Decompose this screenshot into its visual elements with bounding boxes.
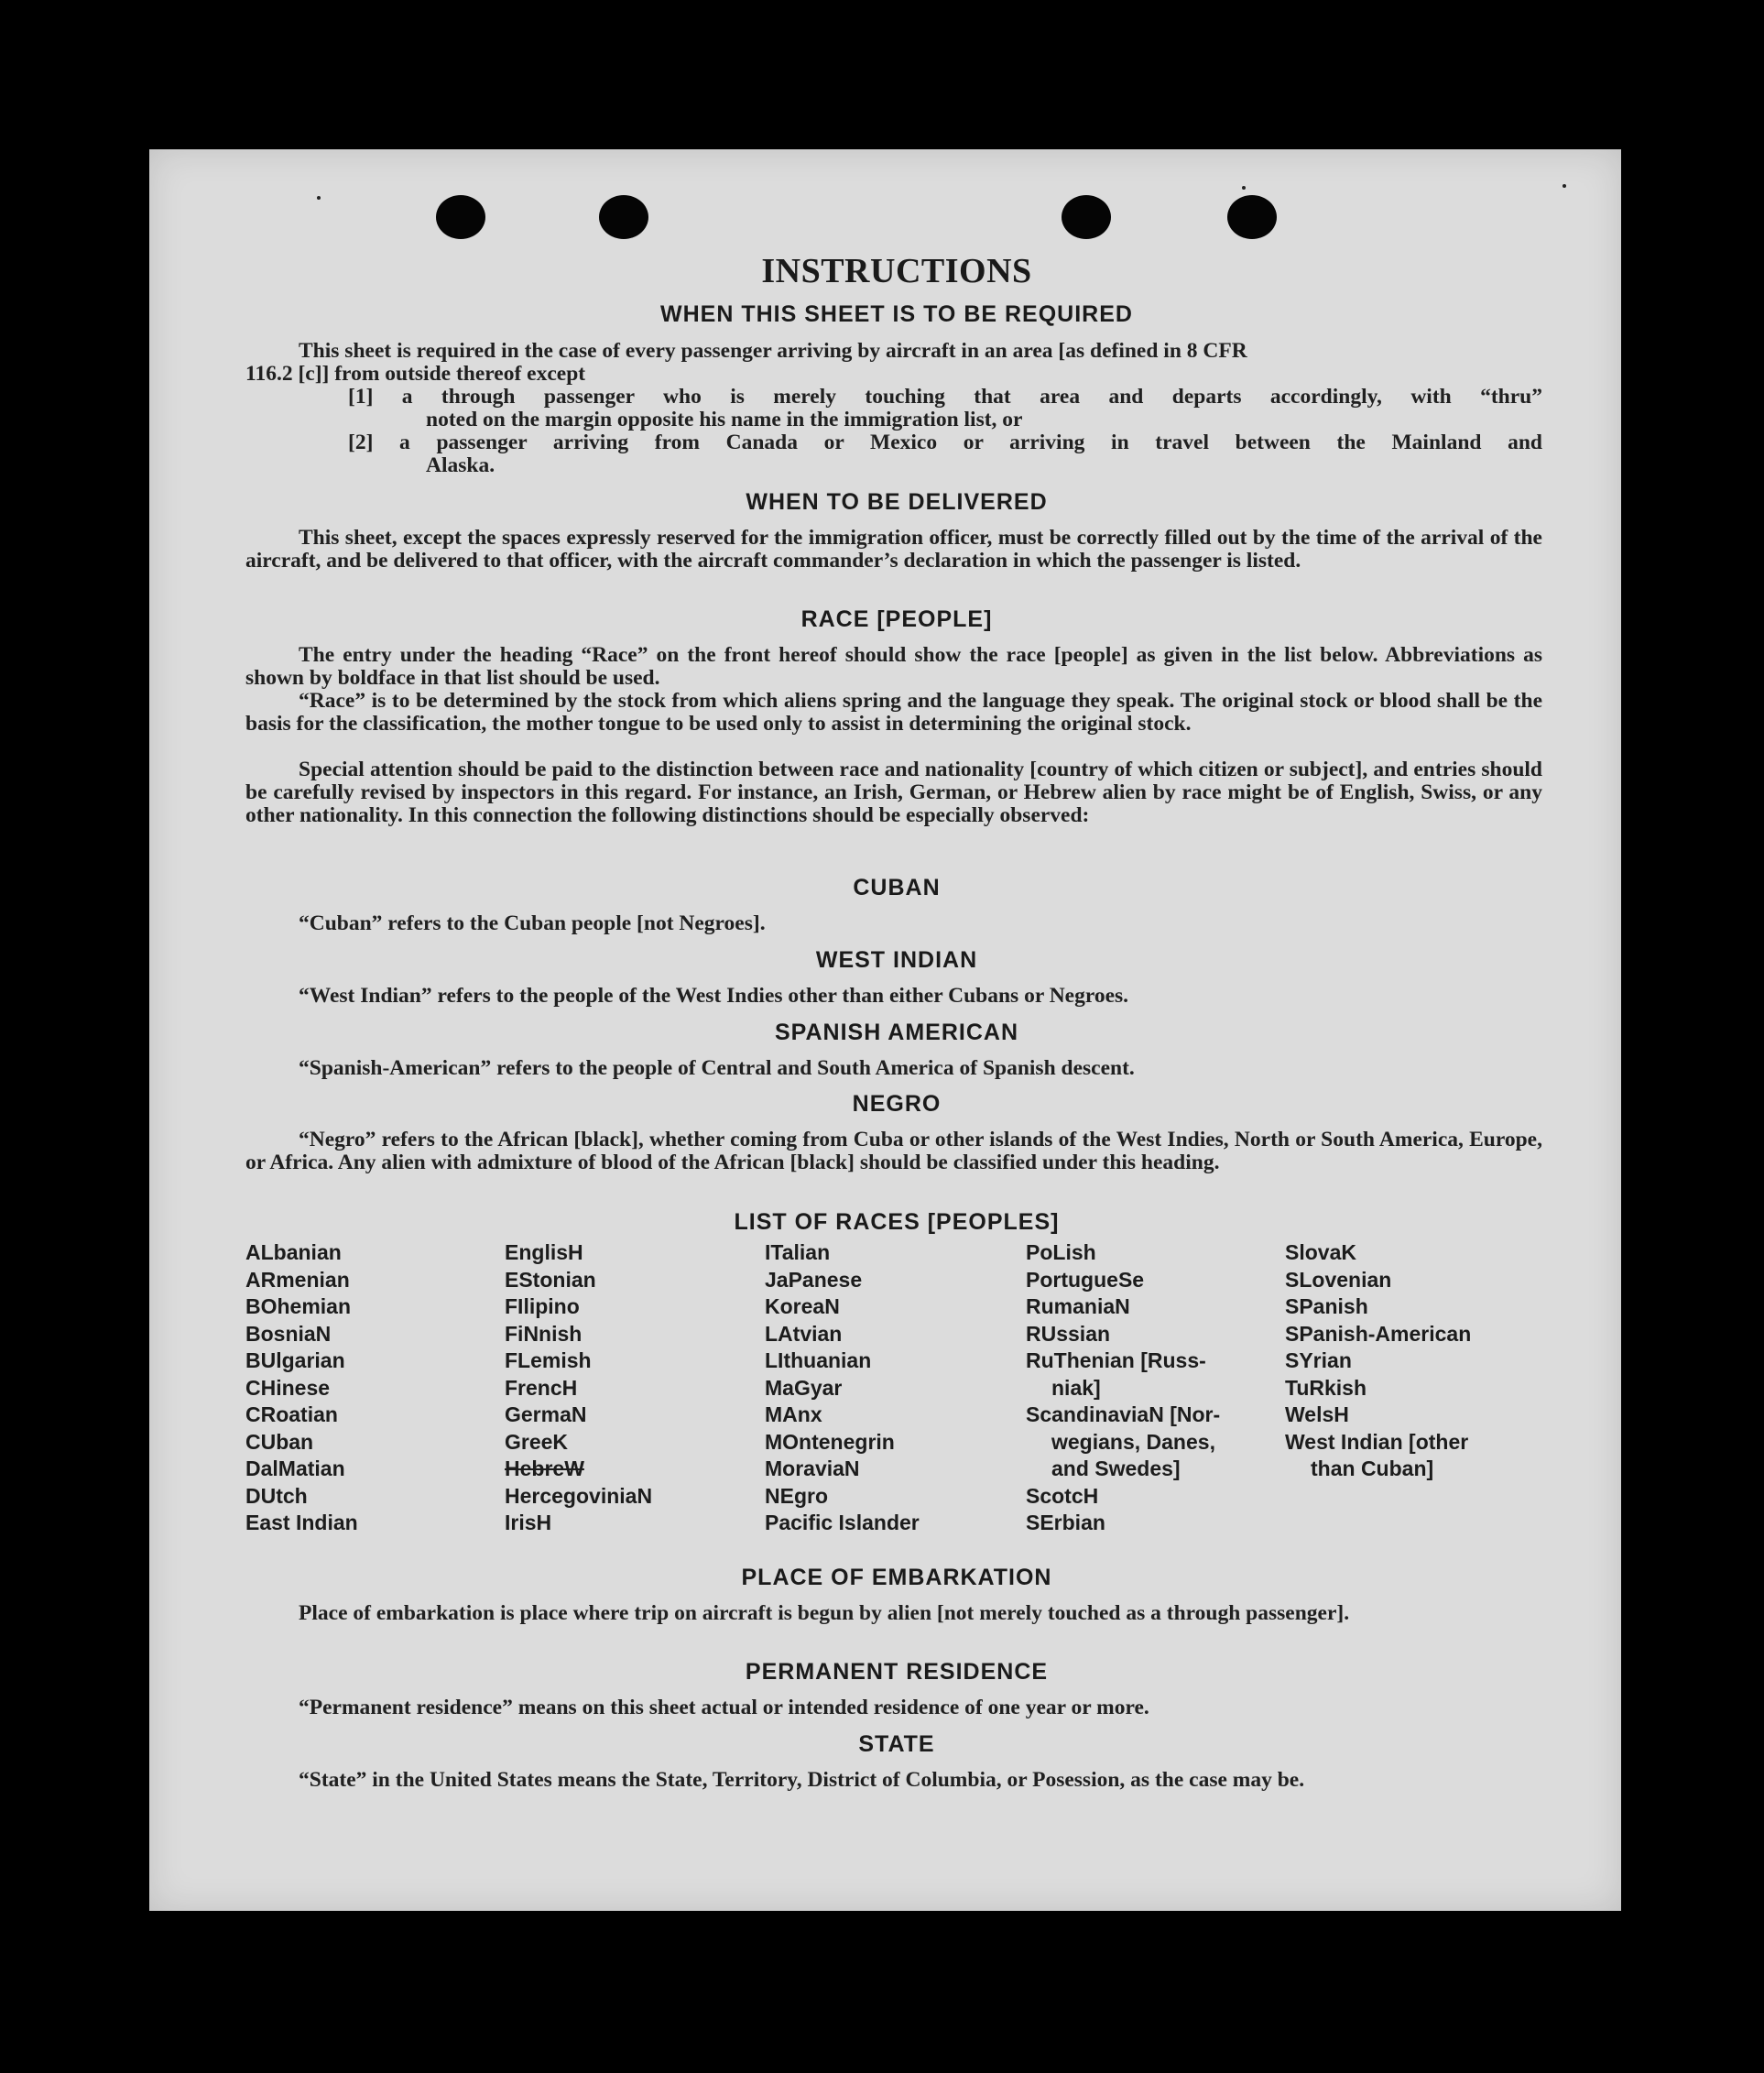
race-item: DUtch [245, 1483, 308, 1508]
race-item: WelsH [1285, 1402, 1349, 1426]
race-item: NEgro [765, 1483, 828, 1508]
required-item1-line1: [1] a through passenger who is merely touching that area and departs accordingly, with “thru” [348, 385, 1542, 409]
race-paragraph-1: The entry under the heading “Race” on the front hereof should show the race [people] as given in the list below. Abbreviations as shown by boldface in that list should be used. [245, 643, 1542, 690]
race-item: RuThenian [Russ- [1026, 1348, 1206, 1372]
required-item2-line2: Alaska. [426, 453, 495, 477]
race-item-struck: HebreW [505, 1457, 584, 1480]
race-item: FLemish [505, 1348, 592, 1372]
race-item: BOhemian [245, 1294, 352, 1318]
section-heading-west-indian: WEST INDIAN [815, 947, 978, 973]
race-item: West Indian [other [1285, 1429, 1469, 1454]
required-text-line1: This sheet is required in the case of every passenger arriving by aircraft in an area [as defined in 8 CFR [299, 339, 1247, 363]
cuban-text: “Cuban” refers to the Cuban people [not Negroes]. [299, 911, 766, 935]
race-item: ITalian [765, 1240, 831, 1264]
race-list-column-2 [505, 1239, 743, 1537]
race-item: LAtvian [765, 1321, 843, 1346]
section-heading-cuban: CUBAN [853, 875, 941, 900]
race-item: ScandinaviaN [Nor- [1026, 1402, 1221, 1426]
race-item-continuation: niak] [1051, 1375, 1101, 1400]
section-heading-state: STATE [858, 1731, 935, 1757]
punch-hole [1062, 195, 1111, 239]
race-item: BUlgarian [245, 1348, 345, 1372]
race-item-continuation: than Cuban] [1311, 1457, 1434, 1480]
section-heading-list: LIST OF RACES [PEOPLES] [734, 1209, 1060, 1235]
race-item: Pacific Islander [765, 1511, 920, 1534]
spanish-american-text: “Spanish-American” refers to the people of Central and South America of Spanish descent. [299, 1056, 1135, 1080]
race-item: FrencH [505, 1375, 578, 1400]
section-heading-required: WHEN THIS SHEET IS TO BE REQUIRED [660, 301, 1133, 327]
delivered-text: This sheet, except the spaces expressly reserved for the immigration officer, must be correctly filled out by the time of the arrival of the aircraft, and be delivered to that officer, with the aircraft commander’s declaration in which the passenger is listed. [245, 526, 1542, 573]
race-item: RumaniaN [1026, 1294, 1130, 1318]
race-paragraph-3: Special attention should be paid to the distinction between race and nationality [country of which citizen or subject], and entries should be carefully revised by inspectors in this regard. For instance, an Irish, German, or Hebrew alien by race might be of English, Swiss, or any other nationality. In this connection the following distinctions should be especially observed: [245, 758, 1542, 827]
race-item: CUban [245, 1429, 314, 1454]
required-item1-line2: noted on the margin opposite his name in the immigration list, or [426, 408, 1023, 431]
race-item: PortugueSe [1026, 1267, 1145, 1292]
race-item: SlovaK [1285, 1240, 1356, 1264]
race-item: KoreaN [765, 1294, 840, 1318]
speck [1242, 186, 1246, 190]
race-item: EnglisH [505, 1240, 583, 1264]
required-item2-line1: [2] a passenger arriving from Canada or Mexico or arriving in travel between the Mainland and [348, 431, 1542, 454]
race-item: LIthuanian [765, 1348, 872, 1372]
state-text: “State” in the United States means the State, Territory, District of Columbia, or Posession, as the case may be. [299, 1768, 1305, 1792]
race-paragraph-2: “Race” is to be determined by the stock from which aliens spring and the language they speak. The original stock or blood shall be the basis for the classification, the mother tongue to be used only to assist in determining the original stock. [245, 689, 1542, 736]
race-item: FiNnish [505, 1321, 583, 1346]
race-item: GreeK [505, 1429, 569, 1454]
race-item: SLovenian [1285, 1267, 1392, 1292]
race-item: HercegoviniaN [505, 1483, 653, 1508]
west-indian-text: “West Indian” refers to the people of the West Indies other than either Cubans or Negroes. [299, 984, 1129, 1008]
race-item: SYrian [1285, 1348, 1352, 1372]
race-item: SPanish [1285, 1294, 1368, 1318]
race-item-continuation: wegians, Danes, [1051, 1429, 1215, 1454]
punch-hole [436, 195, 485, 239]
required-text-line2: 116.2 [c]] from outside thereof except [245, 362, 586, 386]
race-item: BosniaN [245, 1321, 332, 1346]
race-item: MoraviaN [765, 1457, 860, 1480]
speck [317, 196, 321, 200]
race-list-column-4 [1026, 1239, 1264, 1537]
race-item: RUssian [1026, 1321, 1111, 1346]
race-item: PoLish [1026, 1240, 1096, 1264]
race-item: DalMatian [245, 1457, 345, 1480]
race-item: ScotcH [1026, 1483, 1099, 1508]
race-item: East Indian [245, 1511, 358, 1534]
section-heading-spanish-american: SPANISH AMERICAN [774, 1020, 1018, 1045]
race-item: MaGyar [765, 1375, 843, 1400]
punch-hole [599, 195, 648, 239]
section-heading-delivered: WHEN TO BE DELIVERED [746, 489, 1048, 515]
embarkation-text: Place of embarkation is place where trip on aircraft is begun by alien [not merely touched as a through passenger]. [299, 1601, 1350, 1625]
speck [1563, 184, 1566, 188]
section-heading-negro: NEGRO [852, 1091, 942, 1117]
negro-text: “Negro” refers to the African [black], whether coming from Cuba or other islands of the West Indies, North or South America, Europe, or Africa. Any alien with admixture of blood of the African [black] should be classified under this heading. [245, 1128, 1542, 1174]
race-list-column-5 [1285, 1239, 1523, 1483]
punch-hole [1227, 195, 1277, 239]
race-item: SPanish-American [1285, 1321, 1472, 1346]
race-item: MAnx [765, 1402, 822, 1426]
race-item: IrisH [505, 1511, 552, 1534]
race-item: GermaN [505, 1402, 587, 1426]
race-item: ARmenian [245, 1267, 350, 1292]
section-heading-residence: PERMANENT RESIDENCE [745, 1659, 1049, 1685]
race-item: JaPanese [765, 1267, 863, 1292]
race-item: MOntenegrin [765, 1429, 895, 1454]
page-title: INSTRUCTIONS [761, 252, 1032, 290]
race-list-column-3 [765, 1239, 1003, 1537]
race-item: EStonian [505, 1267, 596, 1292]
race-item: CRoatian [245, 1402, 338, 1426]
race-item: CHinese [245, 1375, 331, 1400]
section-heading-embarkation: PLACE OF EMBARKATION [741, 1565, 1052, 1590]
race-item: ALbanian [245, 1240, 342, 1264]
section-heading-race: RACE [PEOPLE] [800, 606, 993, 632]
race-list-column-1 [245, 1239, 484, 1537]
race-item: SErbian [1026, 1511, 1105, 1534]
race-item: TuRkish [1285, 1375, 1367, 1400]
race-item-continuation: and Swedes] [1051, 1457, 1181, 1480]
race-item: FIlipino [505, 1294, 580, 1318]
residence-text: “Permanent residence” means on this sheet actual or intended residence of one year or more. [299, 1696, 1149, 1719]
